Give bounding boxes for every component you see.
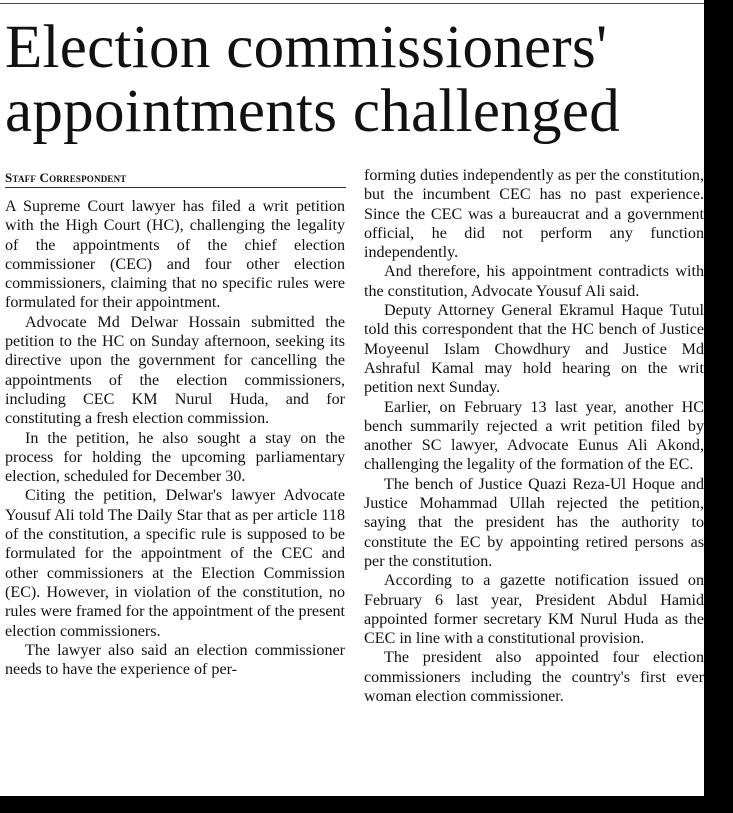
paragraph: Earlier, on February 13 last year, another HC bench summarily rejected a writ petition filed by another SC lawyer, Advocate Eunus Ali Akond, challenging the legality of the formation of the EC. xyxy=(364,398,704,474)
paragraph: Citing the petition, Delwar's lawyer Advocate Yousuf Ali told The Daily Star that as per article 118 of the constitution, a specific rule is supposed to be formulated for the appointment of the CEC and other commissioners at the Election Commission (EC). However, in violation of the constitution, no rules were framed for the appointment of the present election commissioners. xyxy=(5,487,345,640)
paragraph: The president also appointed four election commissioners including the country's first ever woman election commissioner. xyxy=(364,649,704,706)
headline: Election commissioners' appointments challenged xyxy=(5,14,621,145)
paragraph: Advocate Md Delwar Hossain submitted the petition to the HC on Sunday afternoon, seeking its directive upon the government for cancelling the appointments of the election commissioners, including CEC KM Nurul Huda, and for constituting a fresh election commission. xyxy=(5,313,345,428)
paragraph: A Supreme Court lawyer has filed a writ petition with the High Court (HC), challenging the legality of the appointments of the chief election commissioner (CEC) and four other election commissioners, claiming that no specific rules were formulated for their appointment. xyxy=(5,198,345,312)
column-right xyxy=(364,166,704,706)
top-rule xyxy=(0,3,704,4)
paragraph: The bench of Justice Quazi Reza-Ul Hoque and Justice Mohammad Ullah rejected the petition, saying that the president has the authority to constitute the EC by appointing retired persons as per the constitution. xyxy=(364,475,704,570)
column-left xyxy=(5,166,345,679)
paragraph: The lawyer also said an election commissioner needs to have the experience of per- xyxy=(5,641,345,679)
paragraph: And therefore, his appointment contradicts with the constitution, Advocate Yousuf Ali said. xyxy=(364,263,704,300)
paragraph: In the petition, he also sought a stay on the process for holding the upcoming parliamentary election, scheduled for December 30. xyxy=(5,429,345,486)
byline: Staff Correspondent xyxy=(5,166,346,188)
paragraph: According to a gazette notification issued on February 6 last year, President Abdul Hamid appointed former secretary KM Nurul Huda as the CEC in line with a constitutional provision. xyxy=(364,572,704,648)
paragraph: forming duties independently as per the constitution, but the incumbent CEC has no past experience. Since the CEC was a bureaucrat and a government official, he did not perform any function independently. xyxy=(364,167,704,262)
paragraph: Deputy Attorney General Ekramul Haque Tutul told this correspondent that the HC bench of Justice Moyeenul Islam Chowdhury and Justice Md Ashraful Kamal may hold hearing on the writ petition next Sunday. xyxy=(364,302,704,397)
